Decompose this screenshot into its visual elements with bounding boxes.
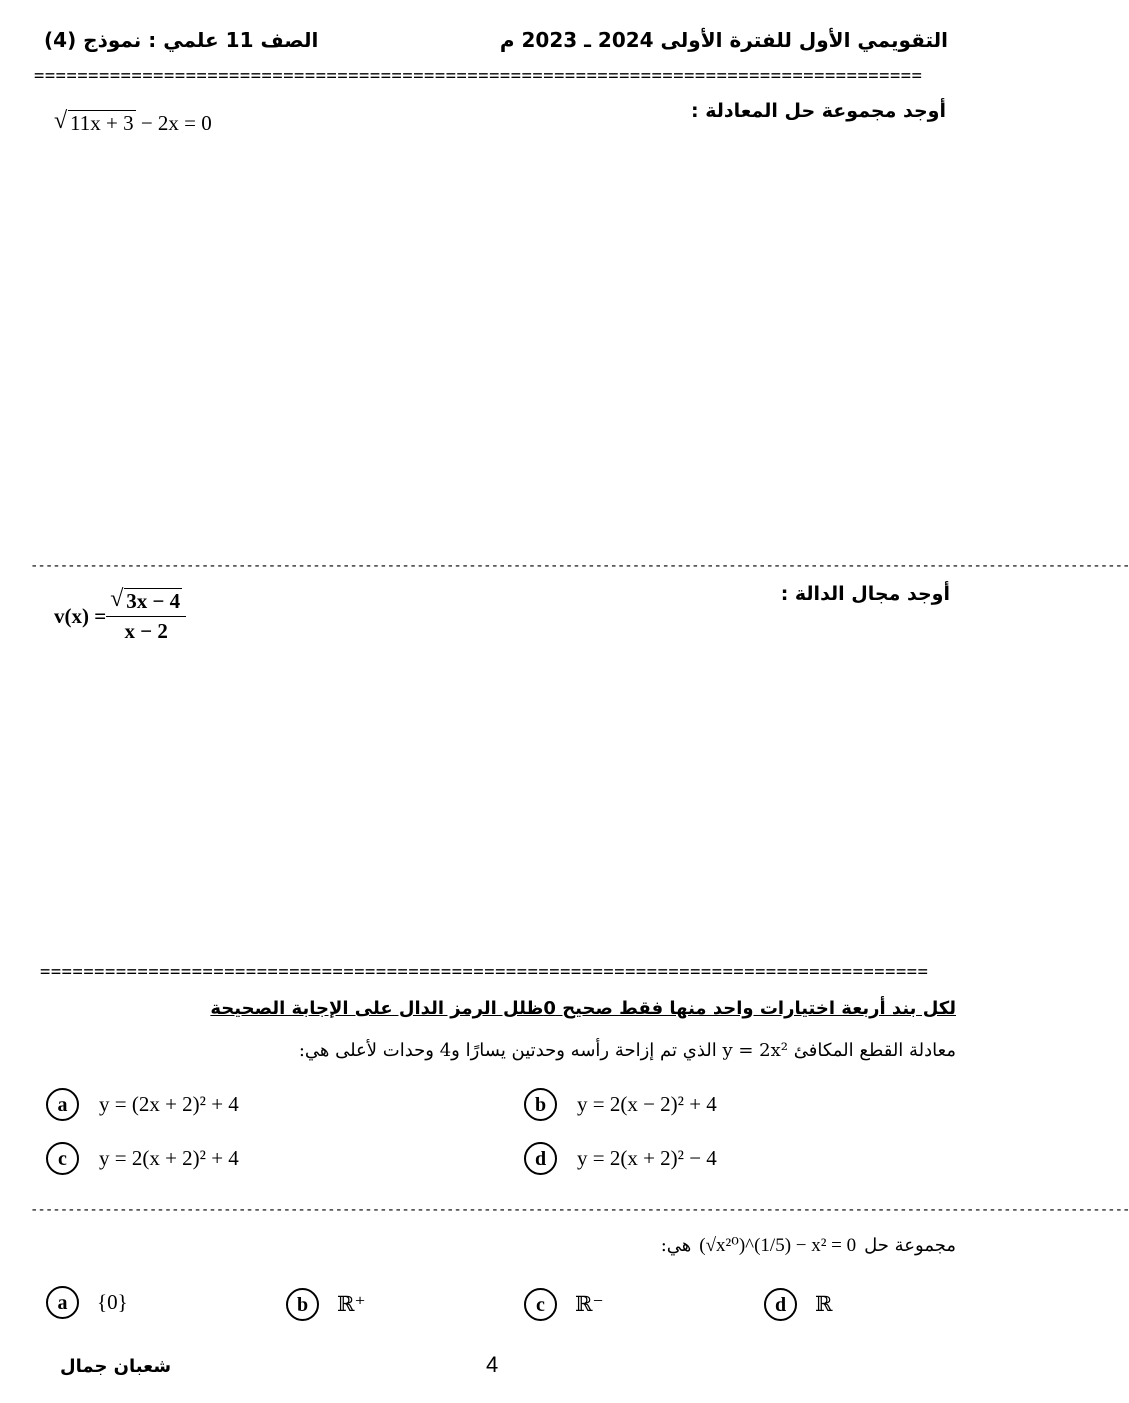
- q2-prompt: أوجد مجال الدالة :: [780, 583, 950, 605]
- q3-option-a[interactable]: [46, 1088, 239, 1121]
- option-d-bubble[interactable]: d: [764, 1288, 797, 1321]
- option-c-text: ℝ⁻: [575, 1292, 604, 1316]
- option-d-bubble[interactable]: d: [524, 1142, 557, 1175]
- section-divider-2: ==================================================================================: [40, 962, 929, 982]
- sqrt-symbol-icon: √ 11x + 3: [54, 108, 134, 135]
- q1-radicand: 11x + 3: [70, 111, 134, 135]
- exam-title: التقويمي الأول للفترة الأولى 2024 ـ 2023 م: [499, 28, 948, 52]
- header-divider: ==================================================================================: [34, 66, 923, 86]
- q4-prompt-text: مجموعة حل: [864, 1235, 956, 1256]
- q4-option-b[interactable]: [286, 1288, 366, 1321]
- sqrt-symbol-icon: √ 3x − 4: [110, 586, 181, 613]
- option-b-text: ℝ⁺: [337, 1292, 366, 1316]
- q2-function: [54, 588, 186, 644]
- section-divider-1: ----------------------------------------------------------------------------------------------------------------------------------------------------: [30, 558, 1129, 574]
- q1-equation-rest: − 2x = 0: [135, 111, 212, 135]
- q4-prompt: [661, 1234, 956, 1257]
- option-a-text: {0}: [97, 1290, 128, 1314]
- option-a-bubble[interactable]: a: [46, 1088, 79, 1121]
- mcq-instructions: لكل بند أربعة اختيارات واحد منها فقط صحيح 0ظلل الرمز الدال على الإجابة الصحيحة: [210, 998, 956, 1019]
- section-divider-3: ----------------------------------------------------------------------------------------------------------------------------------------------------: [30, 1202, 1129, 1218]
- author-name: شعبان جمال: [60, 1356, 172, 1377]
- option-c-bubble[interactable]: c: [46, 1142, 79, 1175]
- page-number: 4: [486, 1352, 499, 1377]
- option-d-text: ℝ: [815, 1292, 833, 1316]
- option-d-text: y = 2(x + 2)² − 4: [577, 1146, 717, 1170]
- grade-model: الصف 11 علمي : نموذج (4): [44, 28, 319, 52]
- q3-prompt: معادلة القطع المكافئ y = 2x² الذي تم إزاحة رأسه وحدتين يسارًا و4 وحدات لأعلى هي:: [298, 1040, 956, 1061]
- option-b-bubble[interactable]: b: [286, 1288, 319, 1321]
- q4-option-a[interactable]: [46, 1286, 128, 1319]
- q3-option-d[interactable]: [524, 1142, 717, 1175]
- q2-numerator: 3x − 4: [126, 589, 181, 613]
- q2-lhs: v(x) =: [54, 603, 107, 628]
- q4-prompt-suffix: هي:: [660, 1235, 692, 1256]
- q4-prompt-math: (√x²⁰)^(1/5) − x² = 0: [699, 1235, 857, 1256]
- option-a-bubble[interactable]: a: [46, 1286, 79, 1319]
- q1-prompt: أوجد مجموعة حل المعادلة :: [691, 100, 946, 122]
- q1-equation: [54, 110, 212, 136]
- q3-option-c[interactable]: [46, 1142, 239, 1175]
- q3-option-b[interactable]: [524, 1088, 717, 1121]
- option-b-text: y = 2(x − 2)² + 4: [577, 1092, 717, 1116]
- option-b-bubble[interactable]: b: [524, 1088, 557, 1121]
- option-c-text: y = 2(x + 2)² + 4: [99, 1146, 239, 1170]
- q4-option-d[interactable]: [764, 1288, 832, 1321]
- option-a-text: y = (2x + 2)² + 4: [99, 1092, 239, 1116]
- q2-fraction: [106, 588, 186, 644]
- q2-denominator: x − 2: [124, 619, 168, 643]
- q4-option-c[interactable]: [524, 1288, 604, 1321]
- option-c-bubble[interactable]: c: [524, 1288, 557, 1321]
